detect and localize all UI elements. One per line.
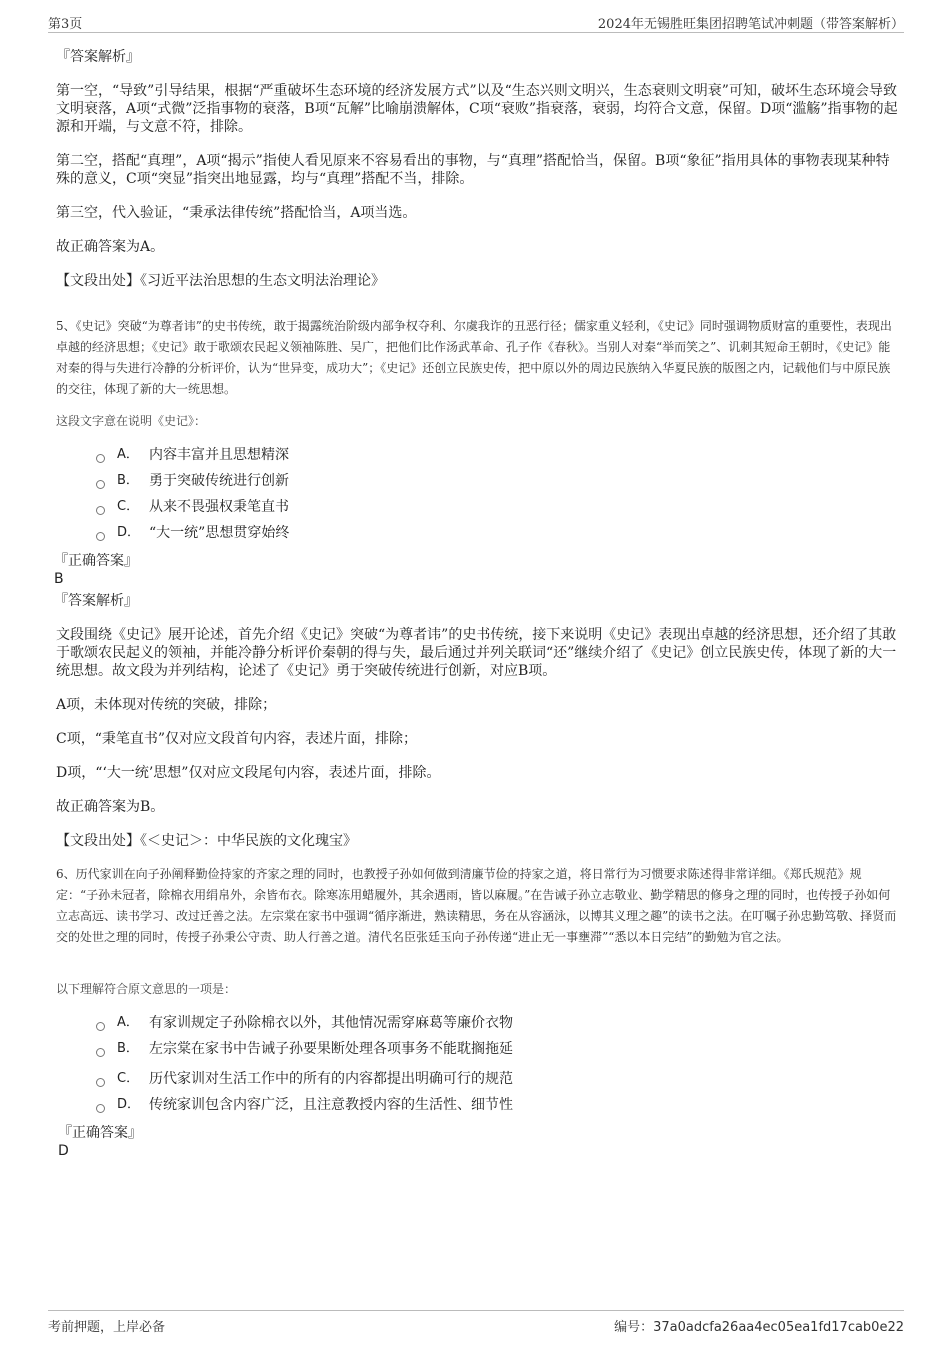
q5-analysis-para-3: C项，“秉笔直书”仅对应文段首句内容，表述片面，排除； — [56, 731, 418, 747]
q4-analysis-para-4: 故正确答案为A。 — [56, 239, 165, 255]
q5-option-d[interactable] — [96, 524, 289, 542]
q6-prompt: 以下理解符合原文意思的一项是： — [56, 982, 237, 996]
q5-answer-label: 『正确答案』 — [54, 553, 138, 569]
radio-icon[interactable] — [96, 454, 105, 463]
radio-icon[interactable] — [96, 1104, 105, 1113]
document-id-label: 编号： — [614, 1320, 654, 1335]
q5-option-c[interactable] — [96, 498, 289, 516]
option-letter: C． — [117, 499, 140, 514]
radio-icon[interactable] — [96, 1078, 105, 1087]
option-text: 左宗棠在家书中告诫子孙要果断处理各项事务不能耽搁拖延 — [149, 1041, 513, 1057]
option-text: 内容丰富并且思想精深 — [149, 447, 289, 463]
radio-icon[interactable] — [96, 506, 105, 515]
q5-option-a[interactable] — [96, 446, 289, 464]
q6-answer: D — [58, 1143, 69, 1159]
document-title: 2024年无锡胜旺集团招聘笔试冲刺题（带答案解析） — [597, 17, 904, 32]
q5-analysis-label: 『答案解析』 — [54, 593, 138, 609]
q5-prompt: 这段文字意在说明《史记》： — [56, 414, 207, 428]
page-number: 第3页 — [48, 17, 83, 32]
page-header — [48, 10, 904, 33]
q6-option-a[interactable] — [96, 1014, 513, 1032]
q5-analysis-para-5: 故正确答案为B。 — [56, 799, 165, 815]
q6-stem: 6、历代家训在向子孙阐释勤俭持家的齐家之理的同时，也教授子孙如何做到清廉节俭的持家之道，将日常行为习惯要求陈述得非常详细。《郑氏规范》规定：“子孙未冠者，除棉衣用绢帛外，余皆布衣。除寒冻用蜡履外，其余遇雨，皆以麻履。”在告诫子孙立志敬业、勤学精思的修身之理的同时，也传授子孙如何立志高远、读书学习、改过迁善之法。左宗棠在家书中强调“循序渐进，熟读精思，务在从容涵泳，以博其义理之趣”的读书之法。在叮嘱子孙忠勤笃敬、择贤而交的处世之理的同时，传授子孙秉公守责、助人行善之道。清代名臣张廷玉向子孙传递“进止无一事壅滞”“悉以本日完结”的勤勉为官之法。 — [56, 867, 897, 944]
q6-answer-label: 『正确答案』 — [58, 1125, 142, 1141]
option-letter: B． — [117, 473, 139, 488]
page-footer — [48, 1310, 904, 1339]
q6-option-c[interactable] — [96, 1070, 513, 1088]
q4-analysis-para-3: 第三空，代入验证，“秉承法律传统”搭配恰当，A项当选。 — [56, 205, 417, 221]
q5-source: 【文段出处】《＜史记＞：中华民族的文化瑰宝》 — [56, 833, 357, 849]
option-letter: C． — [117, 1071, 140, 1086]
option-text: 历代家训对生活工作中的所有的内容都提出明确可行的规范 — [149, 1071, 513, 1087]
option-text: “大一统”思想贯穿始终 — [149, 525, 290, 541]
option-letter: A． — [117, 447, 139, 462]
q6-option-d[interactable] — [96, 1096, 513, 1114]
q4-analysis-para-2: 第二空，搭配“真理”，A项“揭示”指使人看见原来不容易看出的事物，与“真理”搭配恰当，保留。B项“象征”指用具体的事物表现某种特殊的意义，C项“突显”指突出地显露，均与“真理”搭配不当，排除。 — [56, 153, 890, 187]
q5-analysis-para-2: A项，未体现对传统的突破，排除； — [56, 697, 277, 713]
q5-analysis-para-1: 文段围绕《史记》展开论述，首先介绍《史记》突破“为尊者讳”的史书传统，接下来说明《史记》表现出卓越的经济思想，还介绍了其敢于歌颂农民起义的领袖，并能冷静分析评价秦朝的得与失，最后通过并列关联词“还”继续介绍了《史记》创立民族史传，体现了新的大一统思想。故文段为并列结构，论述了《史记》勇于突破传统进行创新，对应B项。 — [56, 627, 897, 679]
option-text: 传统家训包含内容广泛，且注意教授内容的生活性、细节性 — [149, 1097, 513, 1113]
radio-icon[interactable] — [96, 1022, 105, 1031]
option-text: 从来不畏强权秉笔直书 — [149, 499, 289, 515]
radio-icon[interactable] — [96, 1048, 105, 1057]
option-letter: D． — [117, 525, 141, 540]
option-text: 有家训规定子孙除棉衣以外，其他情况需穿麻葛等廉价衣物 — [149, 1015, 513, 1031]
q5-stem: 5、《史记》突破“为尊者讳”的史书传统，敢于揭露统治阶级内部争权夺利、尔虞我诈的丑恶行径；儒家重义轻利，《史记》同时强调物质财富的重要性，表现出卓越的经济思想；《史记》敢于歌颂农民起义领袖陈胜、吴广，把他们比作汤武革命、孔子作《春秋》。当别人对秦“举而笑之”、讥刺其短命王朝时，《史记》能对秦的得与失进行冷静的分析评价，认为“世异变，成功大”；《史记》还创立民族史传，把中原以外的周边民族纳入华夏民族的版图之内，记载他们与中原民族的交往，体现了新的大一统思想。 — [56, 319, 892, 396]
option-letter: B． — [117, 1041, 139, 1056]
q4-source: 【文段出处】《习近平法治思想的生态文明法治理论》 — [56, 273, 385, 289]
option-letter: A． — [117, 1015, 139, 1030]
q5-option-b[interactable] — [96, 472, 289, 490]
q4-analysis-para-1: 第一空，“导致”引导结果，根据“严重破坏生态环境的经济发展方式”以及“生态兴则文明兴，生态衰则文明衰”可知，破坏生态环境会导致文明衰落，A项“式微”泛指事物的衰落，B项“瓦解”比喻崩溃解体，C项“衰败”指衰落，衰弱，均符合文意，保留。D项“滥觞”指事物的起源和开端，与文意不符，排除。 — [56, 83, 898, 135]
q5-analysis-para-4: D项，“‘大一统’思想”仅对应文段尾句内容，表述片面，排除。 — [56, 765, 441, 781]
footer-slogan: 考前押题，上岸必备 — [48, 1320, 166, 1335]
document-id-code: 37a0adcfa26aa4ec05ea1fd17cab0e22 — [653, 1320, 904, 1335]
radio-icon[interactable] — [96, 532, 105, 541]
q5-answer: B — [54, 571, 64, 587]
option-text: 勇于突破传统进行创新 — [149, 473, 289, 489]
q4-analysis-label: 『答案解析』 — [56, 49, 140, 65]
document-id — [614, 1316, 904, 1335]
q6-option-b[interactable] — [96, 1040, 513, 1058]
option-letter: D． — [117, 1097, 141, 1112]
radio-icon[interactable] — [96, 480, 105, 489]
